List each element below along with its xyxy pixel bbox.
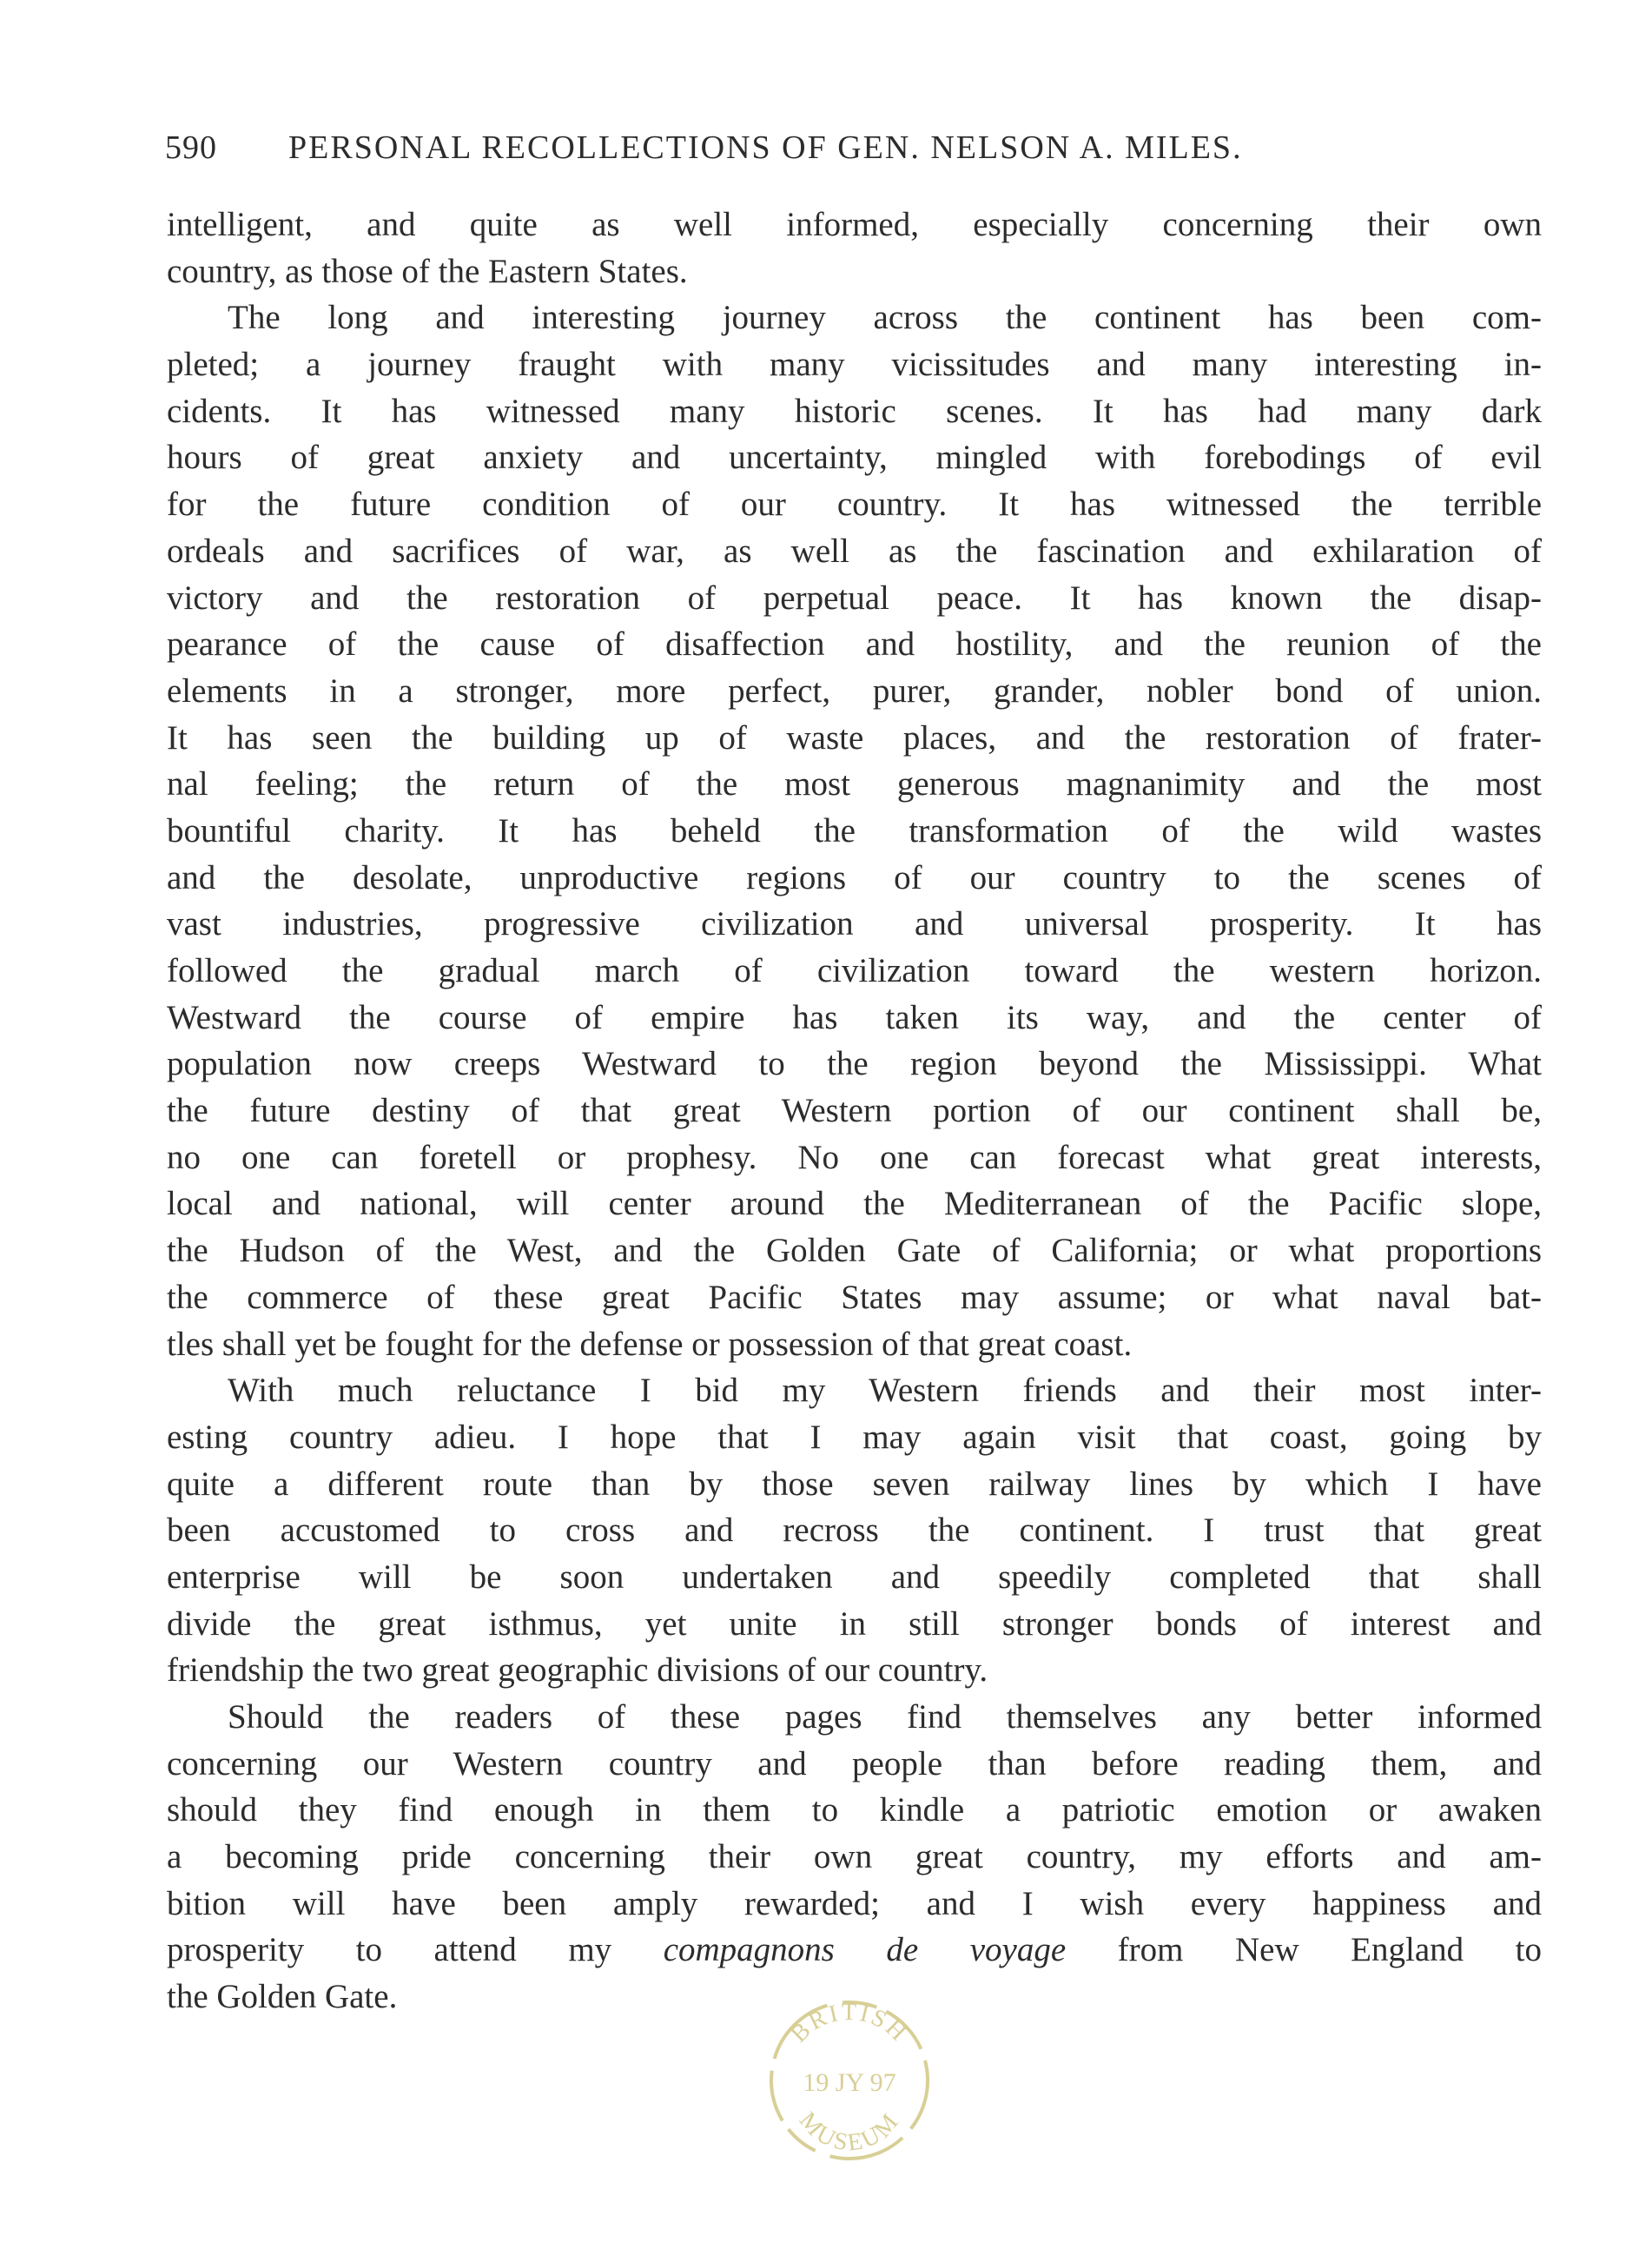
text-line: enterprise will be soon undertaken and speedily completed that shall — [167, 1558, 1542, 1596]
italic-phrase: compagnons de voyage — [663, 1931, 1067, 1969]
running-head — [165, 122, 1420, 174]
library-stamp — [754, 1994, 945, 2167]
text-line: quite a different route than by those seven railway lines by which I have — [167, 1465, 1542, 1503]
text-line: pearance of the cause of disaffection and hostility, and the reunion of the — [167, 625, 1542, 664]
text-segment: prosperity to attend my — [167, 1931, 612, 1969]
text-line: friendship the two great geographic divisions of our country. — [167, 1651, 988, 1690]
text-line: and the desolate, unproductive regions of our country to the scenes of — [167, 858, 1542, 896]
page-number: 590 — [165, 129, 217, 166]
text-line: divide the great isthmus, yet unite in still stronger bonds of interest and — [167, 1604, 1542, 1643]
text-line: vast industries, progressive civilization and universal prosperity. It has — [167, 905, 1542, 943]
text-line: nal feeling; the return of the most generous magnanimity and the most — [167, 765, 1542, 804]
running-title: PERSONAL RECOLLECTIONS OF GEN. NELSON A. MILES. — [288, 129, 1243, 166]
text-line-with-italic — [167, 1927, 1542, 1974]
text-line: victory and the restoration of perpetual peace. It has known the disap- — [167, 579, 1542, 617]
text-line: tles shall yet be fought for the defense or possession of that great coast. — [167, 1325, 1133, 1363]
text-line: no one can foretell or prophesy. No one can forecast what great interests, — [167, 1138, 1542, 1176]
text-line: intelligent, and quite as well informed, especially concerning their own — [167, 206, 1542, 243]
text-line: pleted; a journey fraught with many vicissitudes and many interesting in- — [167, 346, 1542, 384]
text-segment: from New England to — [1117, 1931, 1542, 1969]
text-line: esting country adieu. I hope that I may again visit that coast, going by — [167, 1418, 1542, 1456]
text-line: for the future condition of our country. It has witnessed the terrible — [167, 486, 1542, 524]
text-line: bition will have been amply rewarded; and I wish every happiness and — [167, 1884, 1542, 1922]
stamp-bottom-text: MUSEUM — [793, 2107, 906, 2157]
text-line: local and national, will center around the Mediterranean of the Pacific slope, — [167, 1185, 1542, 1223]
paragraph-first-line: With much reluctance I bid my Western friends and their most inter- — [228, 1372, 1542, 1410]
text-line: elements in a stronger, more perfect, purer, grander, nobler bond of union. — [167, 671, 1542, 710]
text-line: the future destiny of that great Western portion of our continent shall be, — [167, 1092, 1542, 1130]
text-line: the Hudson of the West, and the Golden Gate of California; or what proportions — [167, 1232, 1542, 1270]
text-line: the Golden Gate. — [167, 1978, 398, 2016]
text-line: followed the gradual march of civilization toward the western horizon. — [167, 952, 1542, 989]
text-line: It has seen the building up of waste places, and the restoration of frater- — [167, 718, 1542, 757]
paragraph-first-line: The long and interesting journey across the continent has been com- — [228, 299, 1542, 337]
text-line: should they find enough in them to kindle a patriotic emotion or awaken — [167, 1791, 1542, 1829]
stamp-date: 19 JY 97 — [803, 2068, 896, 2097]
text-line: hours of great anxiety and uncertainty, mingled with forebodings of evil — [167, 439, 1542, 477]
text-line: country, as those of the Eastern States. — [167, 252, 688, 290]
text-line: Westward the course of empire has taken its way, and the center of — [167, 998, 1542, 1036]
stamp-top-text: BRITISH — [785, 1998, 914, 2048]
text-line: been accustomed to cross and recross the continent. I trust that great — [167, 1511, 1542, 1550]
paragraph-first-line: Should the readers of these pages find themselves any better informed — [228, 1698, 1542, 1736]
body-text — [167, 202, 1542, 2021]
text-line: cidents. It has witnessed many historic scenes. It has had many dark — [167, 392, 1542, 430]
text-line: the commerce of these great Pacific States may assume; or what naval bat- — [167, 1278, 1542, 1316]
text-line: bountiful charity. It has beheld the transformation of the wild wastes — [167, 811, 1542, 850]
text-line: population now creeps Westward to the region beyond the Mississippi. What — [167, 1045, 1542, 1083]
text-line: concerning our Western country and people than before reading them, and — [167, 1744, 1542, 1782]
text-line: a becoming pride concerning their own great country, my efforts and am- — [167, 1838, 1542, 1876]
text-line: ordeals and sacrifices of war, as well as the fascination and exhilaration of — [167, 532, 1542, 570]
